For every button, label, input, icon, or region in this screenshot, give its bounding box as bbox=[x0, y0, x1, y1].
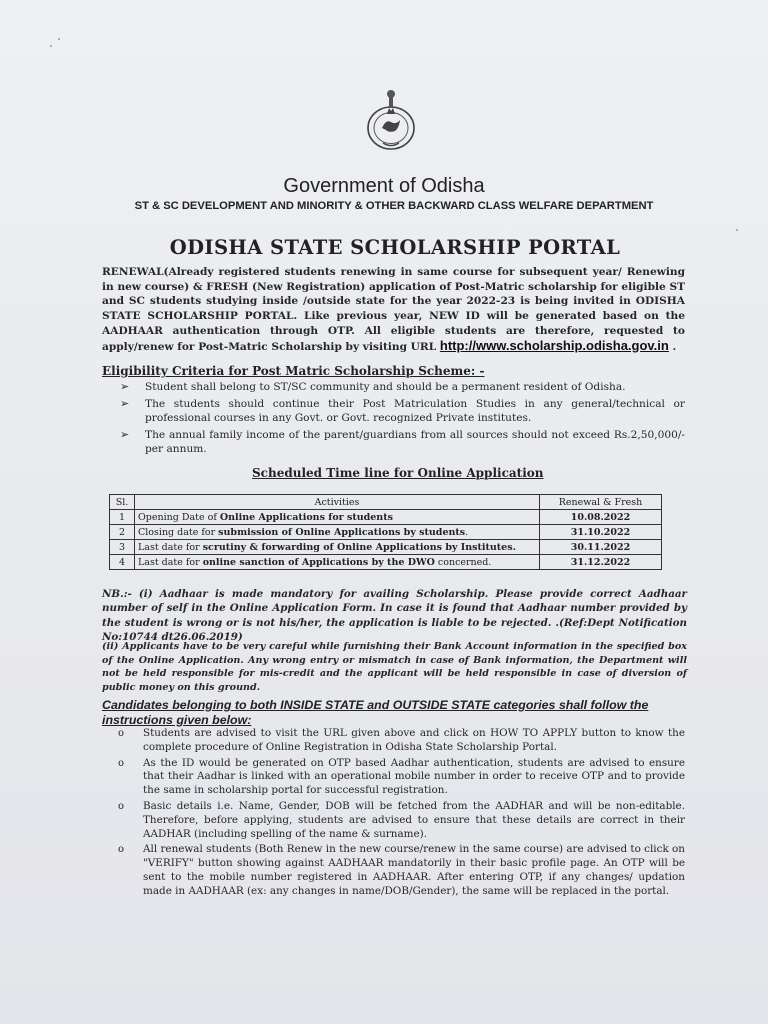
circle-bullet-icon: o bbox=[118, 757, 125, 769]
note-aadhaar: NB.:- (i) Aadhaar is made mandatory for availing Scholarship. Please provide correct Aadhaar number of self in the Online Application Form. In case it is found that Aadhaar number provided by the student is wrong or is not his/her, the application is liable to be rejected. .(Ref:Dept Notification No:10744 dt26.06.2019) bbox=[102, 588, 687, 643]
activity-text: Last date for bbox=[138, 541, 203, 553]
table-header-row bbox=[110, 495, 662, 510]
portal-title: ODISHA STATE SCHOLARSHIP PORTAL bbox=[169, 236, 621, 259]
cell-date: 31.10.2022 bbox=[540, 525, 662, 540]
odisha-state-emblem-icon bbox=[363, 88, 419, 152]
intro-end: . bbox=[668, 340, 677, 353]
timeline-heading: Scheduled Time line for Online Application bbox=[252, 466, 544, 480]
table-row bbox=[110, 540, 662, 555]
eligibility-item bbox=[120, 380, 685, 395]
intro-text: RENEWAL(Already registered students renewing in same course for subsequent year/ Renewing in new course) & FRESH (New Registration) application of Post-Matric scholarship for eligible ST and SC students studying inside /outside state for the year 2022-23 is being invited in ODISHA STATE SCHOLARSHIP PORTAL. Like previous year, NEW ID will be generated based on the AADHAAR authentication through OTP. All eligible students are therefore, requested to apply/renew for Post-Matric Scholarship by visiting URL bbox=[102, 266, 685, 353]
column-header-activities: Activities bbox=[135, 495, 540, 510]
column-header-sl: Sl. bbox=[110, 495, 135, 510]
cell-activity bbox=[135, 540, 540, 555]
circle-bullet-icon: o bbox=[118, 728, 125, 739]
instruction-text: Basic details i.e. Name, Gender, DOB will be fetched from the AADHAR and will be non-editable. Therefore, before applying, students are advised to ensure that these details are correct in their AADHAR (including spelling of the name & surname). bbox=[143, 799, 685, 840]
instructions-list bbox=[118, 727, 685, 901]
instruction-item bbox=[118, 843, 685, 898]
cell-date: 31.12.2022 bbox=[540, 555, 662, 570]
activity-text: Closing date for bbox=[138, 526, 219, 538]
cell-sl: 2 bbox=[110, 525, 135, 540]
instruction-text: Students are advised to visit the URL given above and click on HOW TO APPLY button to know the complete procedure of Online Registration in Odisha State Scholarship Portal. bbox=[143, 727, 685, 753]
activity-text: Last date for bbox=[138, 556, 203, 568]
circle-bullet-icon: o bbox=[118, 844, 125, 856]
column-header-renewal-fresh: Renewal & Fresh bbox=[540, 495, 662, 510]
cell-sl: 1 bbox=[110, 510, 135, 525]
scan-speck bbox=[736, 229, 738, 231]
activity-bold-text: submission of Online Applications by students bbox=[218, 526, 466, 538]
eligibility-item-text: Student shall belong to ST/SC community and should be a permanent resident of Odisha. bbox=[145, 381, 626, 393]
cell-activity bbox=[135, 555, 540, 570]
eligibility-item bbox=[120, 428, 685, 457]
arrow-bullet-icon: ➢ bbox=[120, 427, 130, 441]
arrow-bullet-icon: ➢ bbox=[120, 396, 130, 410]
eligibility-heading: Eligibility Criteria for Post Matric Scholarship Scheme: - bbox=[102, 364, 485, 378]
intro-paragraph bbox=[102, 265, 685, 354]
department-name: ST & SC DEVELOPMENT AND MINORITY & OTHER BACKWARD CLASS WELFARE DEPARTMENT bbox=[134, 200, 654, 212]
eligibility-item-text: The annual family income of the parent/guardians from all sources should not exceed Rs.2,50,000/- per annum. bbox=[145, 428, 685, 456]
table-row bbox=[110, 510, 662, 525]
note-bank-account: (ii) Applicants have to be very careful while furnishing their Bank Account information in the specified box of the Online Application. Any wrong entry or mismatch in case of Bank information, the Department will not be held responsible for mis-credit and the applicant will be held responsible in case of diversion of public money on this ground. bbox=[102, 641, 687, 693]
activity-text: concerned. bbox=[434, 556, 492, 568]
activity-text: . bbox=[465, 526, 469, 538]
government-title: Government of Odisha bbox=[283, 175, 485, 197]
table-row bbox=[110, 555, 662, 570]
instruction-text: As the ID would be generated on OTP based Aadhar authentication, students are advised to ensure that their Aadhar is linked with an operational mobile number in order to receive OTP and to provide the same in scholarship portal for successful registration. bbox=[143, 756, 685, 797]
cell-date: 30.11.2022 bbox=[540, 540, 662, 555]
candidates-heading: Candidates belonging to both INSIDE STATE and OUTSIDE STATE categories shall follow the instructions given below: bbox=[102, 698, 649, 727]
cell-sl: 4 bbox=[110, 555, 135, 570]
table-row bbox=[110, 525, 662, 540]
eligibility-item bbox=[120, 397, 685, 426]
scan-speck bbox=[58, 38, 60, 40]
activity-text: Opening Date of bbox=[138, 511, 220, 523]
cell-activity bbox=[135, 525, 540, 540]
eligibility-list bbox=[120, 380, 685, 459]
circle-bullet-icon: o bbox=[118, 800, 125, 812]
instruction-item bbox=[118, 757, 685, 798]
arrow-bullet-icon: ➢ bbox=[120, 380, 130, 393]
portal-url-link[interactable]: http://www.scholarship.odisha.gov.in bbox=[439, 337, 669, 353]
cell-activity bbox=[135, 510, 540, 525]
timeline-table bbox=[109, 494, 662, 570]
instruction-text: All renewal students (Both Renew in the new course/renew in the same course) are advised to click on "VERIFY" button showing against AADHAAR mandatorily in their basic profile page. An OTP will be sent to the mobile number registered in AADHAAR. After entering OTP, if any changes/ updation made in AADHAAR (ex: any changes in name/DOB/Gender), the same will be replaced in the portal. bbox=[143, 843, 685, 897]
activity-bold-text: Online Applications for students bbox=[219, 511, 393, 523]
cell-date: 10.08.2022 bbox=[540, 510, 662, 525]
activity-bold-text: scrutiny & forwarding of Online Applications by Institutes. bbox=[202, 541, 516, 553]
instruction-item bbox=[118, 800, 685, 841]
cell-sl: 3 bbox=[110, 540, 135, 555]
instruction-item bbox=[118, 727, 685, 755]
activity-bold-text: online sanction of Applications by the DWO bbox=[202, 556, 435, 568]
eligibility-item-text: The students should continue their Post Matriculation Studies in any general/technical or professional courses in any Govt. or Govt. recognized Private institutes. bbox=[145, 397, 685, 425]
scan-speck bbox=[50, 45, 52, 47]
